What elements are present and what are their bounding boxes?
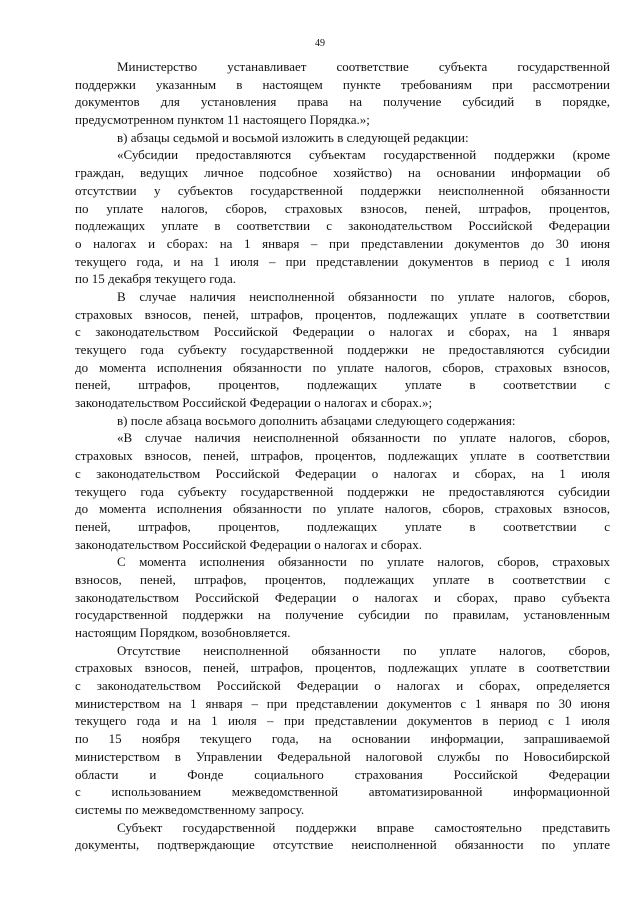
text-line: о налогах и сборах: на 1 января – при представлении документов до 30 июня xyxy=(75,235,610,251)
text-line: «В случае наличия неисполненной обязанности по уплате налогов, сборов, xyxy=(117,430,610,446)
text-line: Министерство устанавливает соответствие субъекта государственной xyxy=(117,59,610,74)
text-line: поддержки указанным в настоящем пункте требованиям при рассмотрении xyxy=(75,76,610,92)
text-line: законодательством Российской Федерации о налогах и сборах. xyxy=(75,536,422,552)
text-line: по 15 ноября текущего года, на основании информации, запрашиваемой xyxy=(75,731,610,747)
text-line: граждан, ведущих личное подсобное хозяйство) на основании информации об xyxy=(75,165,610,181)
text-line: Отсутствие неисполненной обязанности по уплате налогов, сборов, xyxy=(117,642,610,658)
text-line: в) абзацы седьмой и восьмой изложить в следующей редакции: xyxy=(117,129,469,145)
text-line: подлежащих уплате в соответствии с законодательством Российской Федерации xyxy=(75,218,610,234)
text-line: по 15 декабря текущего года. xyxy=(75,271,236,287)
text-line: с законодательством Российской Федерации о налогах и сборах, на 1 июля xyxy=(75,465,610,481)
text-line: документов для установления права на получение субсидий в порядке, xyxy=(75,94,610,110)
text-line: отсутствии у субъектов государственной поддержки неисполненной обязанности xyxy=(75,182,610,198)
text-line: взносов, пеней, штрафов, процентов, подлежащих уплате в соответствии с xyxy=(75,571,610,587)
document-body xyxy=(75,58,610,854)
text-line: до момента исполнения обязанности по уплате налогов, сборов, страховых взносов, xyxy=(75,359,610,375)
text-line: с законодательством Российской Федерации о налогах и сборах, определяется xyxy=(75,678,610,694)
text-line: пеней, штрафов, процентов, подлежащих уплате в соответствии с xyxy=(75,518,610,534)
text-line: предусмотренном пунктом 11 настоящего Порядка.»; xyxy=(75,112,370,128)
text-line: страховых взносов, пеней, штрафов, процентов, подлежащих уплате в соответствии xyxy=(75,448,610,464)
text-line: Субъект государственной поддержки вправе самостоятельно представить xyxy=(117,819,610,835)
text-line: документы, подтверждающие отсутствие неисполненной обязанности по уплате xyxy=(75,837,610,853)
text-line: страховых взносов, пеней, штрафов, процентов, подлежащих уплате в соответствии xyxy=(75,306,610,322)
text-line: законодательством Российской Федерации о налогах и сборах.»; xyxy=(75,395,433,411)
text-line: области и Фонде социального страхования Российской Федерации xyxy=(75,766,610,782)
text-line: министерством в Управлении Федеральной налоговой службы по Новосибирской xyxy=(75,748,610,764)
text-line: по уплате налогов, сборов, страховых взносов, пеней, штрафов, процентов, xyxy=(75,200,610,216)
text-line: текущего года, и на 1 июля – при представлении документов в период с 1 июля xyxy=(75,253,610,269)
text-line: настоящим Порядком, возобновляется. xyxy=(75,625,291,640)
page-number: 49 xyxy=(315,38,325,49)
text-line: системы по межведомственному запросу. xyxy=(75,801,305,817)
text-line: с законодательством Российской Федерации о налогах и сборах, на 1 января xyxy=(75,324,610,340)
text-line: в) после абзаца восьмого дополнить абзацами следующего содержания: xyxy=(117,412,516,428)
text-line: с использованием межведомственной автоматизированной информационной xyxy=(75,784,610,800)
text-line: до момента исполнения обязанности по уплате налогов, сборов, страховых взносов, xyxy=(75,501,610,517)
text-line: министерством на 1 января – при представлении документов с 1 января по 30 июня xyxy=(75,695,610,711)
text-line: В случае наличия неисполненной обязанности по уплате налогов, сборов, xyxy=(117,288,610,304)
text-line: С момента исполнения обязанности по уплате налогов, сборов, страховых xyxy=(117,554,610,570)
text-line: текущего года субъекту государственной поддержки не предоставляются субсидии xyxy=(75,342,610,357)
text-line: государственной поддержки на получение субсидии по правилам, установленным xyxy=(75,607,610,623)
text-line: «Субсидии предоставляются субъектам государственной поддержки (кроме xyxy=(117,147,610,163)
text-line: пеней, штрафов, процентов, подлежащих уплате в соответствии с xyxy=(75,377,610,393)
text-line: текущего года субъекту государственной поддержки не предоставляются субсидии xyxy=(75,483,610,499)
text-line: законодательством Российской Федерации о налогах и сборах, право субъекта xyxy=(75,589,610,605)
text-line: страховых взносов, пеней, штрафов, процентов, подлежащих уплате в соответствии xyxy=(75,660,610,676)
text-line: текущего года и на 1 июля – при представлении документов в период с 1 июля xyxy=(75,713,610,729)
